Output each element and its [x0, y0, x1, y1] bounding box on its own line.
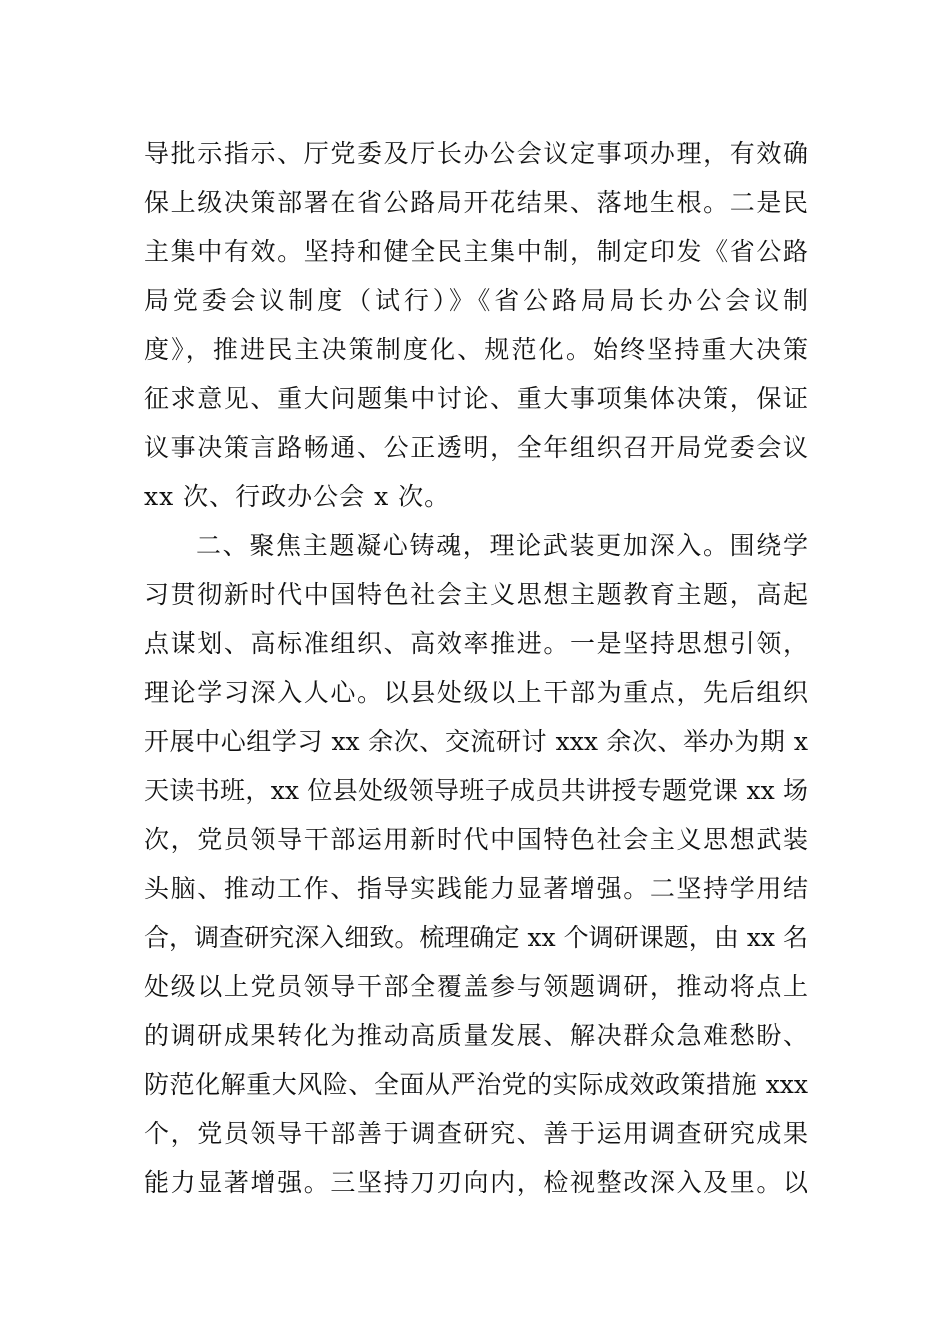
text-line: 的调研成果转化为推动高质量发展、解决群众急难愁盼、: [144, 1021, 808, 1050]
paragraph-1: [144, 129, 808, 521]
text-line: 点谋划、高标准组织、高效率推进。一是坚持思想引领，: [144, 629, 808, 658]
text-line: 议事决策言路畅通、公正透明，全年组织召开局党委会议: [144, 433, 808, 462]
text-line: xx 次、行政办公会 x 次。: [144, 482, 451, 511]
text-line: 理论学习深入人心。以县处级以上干部为重点，先后组织: [144, 678, 808, 707]
text-line: 能力显著增强。三坚持刀刃向内，检视整改深入及里。以: [144, 1168, 808, 1197]
text-line: 天读书班，xx 位县处级领导班子成员共讲授专题党课 xx 场: [144, 776, 808, 805]
text-line: 局党委会议制度（试行）》《省公路局局长办公会议制: [144, 286, 808, 315]
text-line: 开展中心组学习 xx 余次、交流研讨 xxx 余次、举办为期 x: [144, 727, 808, 756]
text-line: 主集中有效。坚持和健全民主集中制，制定印发《省公路: [144, 237, 808, 266]
text-line: 二、聚焦主题凝心铸魂，理论武装更加深入。围绕学: [196, 531, 808, 560]
text-line: 征求意见、重大问题集中讨论、重大事项集体决策，保证: [144, 384, 808, 413]
text-line: 头脑、推动工作、指导实践能力显著增强。二坚持学用结: [144, 874, 808, 903]
text-line: 防范化解重大风险、全面从严治党的实际成效政策措施 xxx: [144, 1070, 808, 1099]
paragraph-2: [144, 521, 808, 1207]
text-line: 处级以上党员领导干部全覆盖参与领题调研，推动将点上: [144, 972, 808, 1001]
text-line: 保上级决策部署在省公路局开花结果、落地生根。二是民: [144, 188, 808, 217]
text-line: 习贯彻新时代中国特色社会主义思想主题教育主题，高起: [144, 580, 808, 609]
text-line: 个，党员领导干部善于调查研究、善于运用调查研究成果: [144, 1119, 808, 1148]
text-line: 合，调查研究深入细致。梳理确定 xx 个调研课题，由 xx 名: [144, 923, 808, 952]
text-line: 次，党员领导干部运用新时代中国特色社会主义思想武装: [144, 825, 808, 854]
text-line: 导批示指示、厅党委及厅长办公会议定事项办理，有效确: [144, 139, 808, 168]
document-body: [144, 129, 808, 1207]
text-line: 度》，推进民主决策制度化、规范化。始终坚持重大决策: [144, 335, 808, 364]
